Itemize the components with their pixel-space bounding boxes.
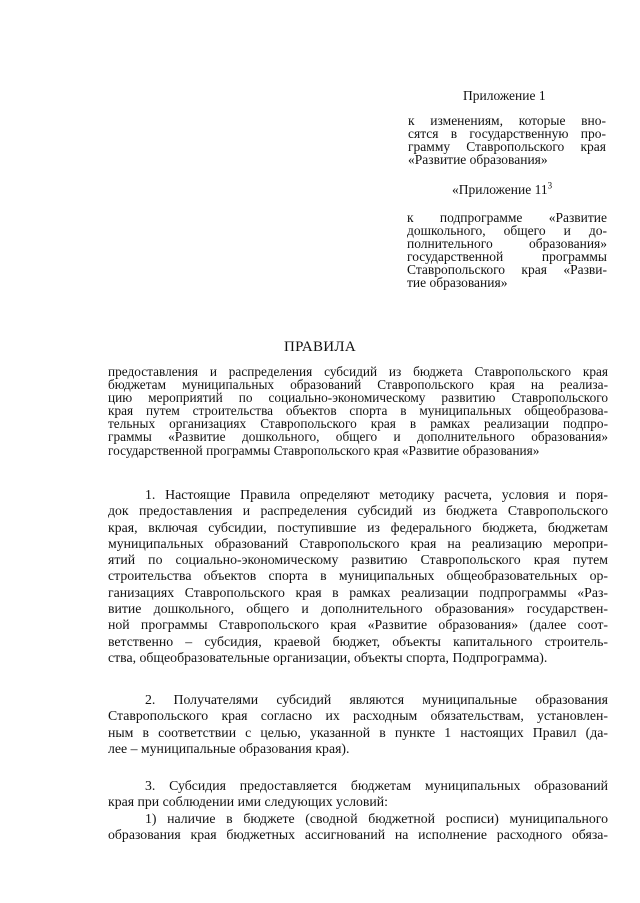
appendix-11-3-note [407, 211, 607, 289]
paragraph-line: муниципальных образований Ставропольского края на реализацию меропри- [108, 535, 608, 551]
appendix-11-3-note-line: тие образования» [407, 275, 508, 290]
appendix-11-3-text: «Приложение 11 [452, 182, 548, 197]
appendix-1-note-line: грамму Ставропольского края [408, 139, 606, 154]
appendix-1-note-line: сятся в государственную про- [408, 126, 606, 141]
paragraph-line: ной программы Ставропольского края «Развитие образования» (далее соот- [108, 617, 608, 633]
appendix-1-label: Приложение 1 [463, 88, 546, 103]
appendix-1-note-line: «Развитие образования» [408, 152, 548, 167]
appendix-11-3-note-line: государственной программы [407, 249, 607, 264]
paragraph-line: 2. Получателями субсидий являются муниципальные образования [145, 692, 608, 707]
paragraph-line: ятий по социально-экономическому развитию Ставропольского края путем [108, 552, 608, 568]
paragraph-line: 3. Субсидия предоставляется бюджетам муниципальных образований [145, 778, 608, 793]
subtitle-line: государственной программы Ставропольского края «Развитие образования» [108, 442, 540, 458]
subtitle-line: края путем строительства объектов спорта в муниципальных общеобразова- [108, 403, 608, 419]
paragraph-line: лее – муниципальные образования края). [108, 740, 350, 756]
paragraph-line: ным в соответствии с целью, указанной в пункте 1 настоящих Правил (да- [108, 724, 608, 740]
appendix-11-3-superscript: 3 [547, 180, 553, 191]
appendix-11-3-note-line: Ставропольского края «Разви- [407, 262, 607, 277]
appendix-11-3-note-line: дошкольного, общего и до- [407, 223, 607, 238]
paragraph-line: 1. Настоящие Правила определяют методику расчета, условия и поря- [145, 487, 608, 502]
subtitle-line: граммы «Развитие дошкольного, общего и дополнительного образования» [108, 429, 608, 445]
subtitle-line: бюджетам муниципальных образований Ставропольского края на реализа- [108, 377, 608, 393]
paragraph-line: 1) наличие в бюджете (сводной бюджетной росписи) муниципального [145, 810, 608, 826]
paragraph-1 [108, 487, 608, 666]
subtitle-line: предоставления и распределения субсидий из бюджета Ставропольского края [108, 364, 608, 379]
paragraph-line: ганизациях Ставропольского края в рамках реализации подпрограммы «Раз- [108, 584, 608, 600]
paragraph-line: края, включая субсидии, поступившие из федерального бюджета, бюджетам [108, 519, 608, 535]
appendix-11-3-label [452, 182, 552, 198]
paragraph-line: ства, общеобразовательные организации, объекты спорта, Подпрограмма). [108, 649, 548, 665]
paragraph-line: края при соблюдении ими следующих условий: [108, 794, 388, 810]
paragraph-line: строительства объектов спорта в муниципальных общеобразовательных ор- [108, 568, 608, 584]
paragraph-line: образования края бюджетных ассигнований на исполнение расходного обяза- [108, 826, 608, 842]
appendix-1-note-line: к изменениям, которые вно- [408, 113, 606, 128]
appendix-1-note [408, 114, 606, 166]
paragraph-line: витие дошкольного, общего и дополнительного образования» государствен- [108, 601, 608, 617]
paragraph-line: ветственно – субсидия, краевой бюджет, объекты капитального строитель- [108, 633, 608, 649]
appendix-11-3-note-line: к подпрограмме «Развитие [407, 210, 607, 225]
paragraph-line: Ставропольского края согласно их расходным обязательствам, установлен- [108, 708, 608, 724]
paragraph-3 [108, 778, 608, 843]
paragraph-2 [108, 692, 608, 757]
paragraph-line: док предоставления и распределения субсидий из бюджета Ставропольского [108, 503, 608, 519]
document-title: ПРАВИЛА [283, 339, 357, 355]
subtitle-line: цию мероприятий по социально-экономическому развитию Ставропольского [108, 390, 608, 406]
subtitle-line: тельных организациях Ставропольского края в рамках реализации подпро- [108, 416, 608, 432]
document-subtitle [108, 365, 608, 457]
appendix-11-3-note-line: полнительного образования» [407, 236, 607, 251]
